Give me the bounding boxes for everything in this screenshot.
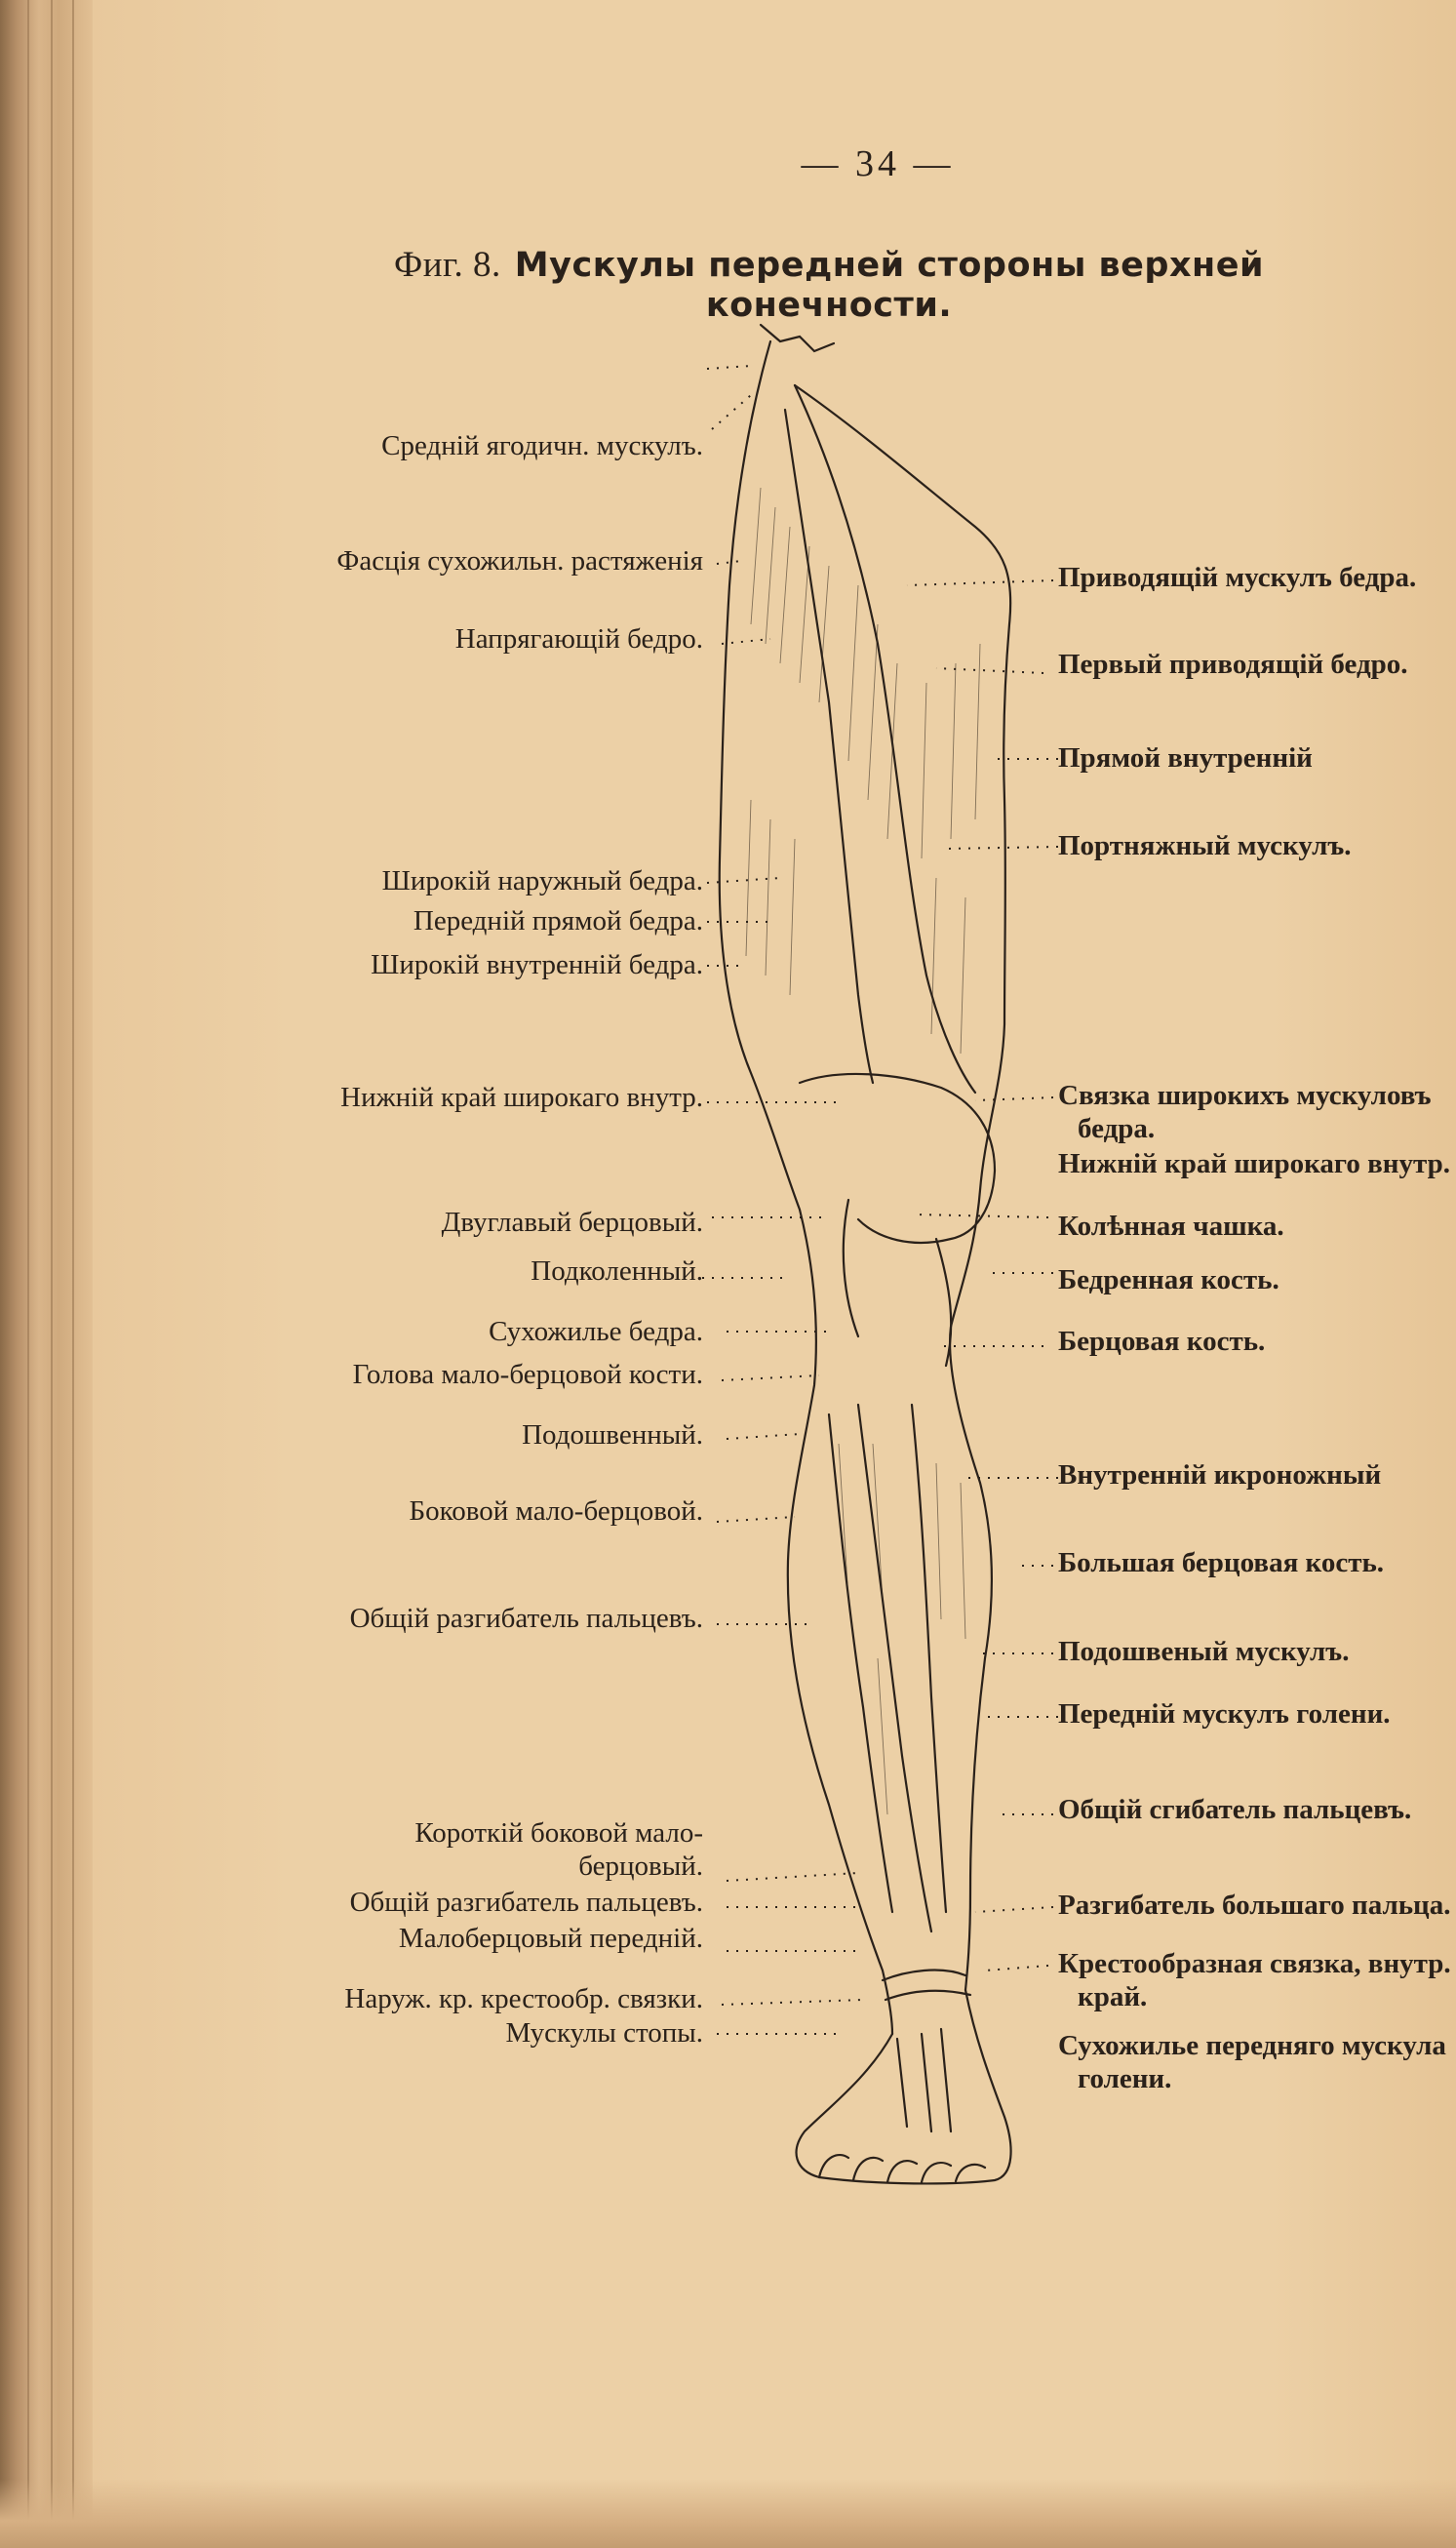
label-first-adductor: Первый приводящій бедро. xyxy=(1058,649,1408,680)
foot-tendons xyxy=(897,2029,951,2131)
label-middle-gluteus: Средній ягодичн. мускулъ. xyxy=(381,430,703,461)
knee-outline xyxy=(800,1074,995,1243)
label-fascia: Фасція сухожильн. растяженія xyxy=(336,545,703,577)
label-peroneus-anterior: Малоберцовый передній. xyxy=(398,1923,703,1954)
label-sartorius: Портняжный мускулъ. xyxy=(1058,830,1352,861)
extensor-digitorum-muscle xyxy=(858,1405,931,1931)
label-cruciate-outer-edge: Наруж. кр. крестообр. связки. xyxy=(344,1983,703,2014)
label-tibia: Берцовая кость. xyxy=(1058,1326,1266,1357)
label-foot-muscles: Мускулы стопы. xyxy=(505,2017,703,2049)
label-lower-edge-left: Нижній край широкаго внутр. xyxy=(340,1082,703,1113)
label-tibialis-tendon: Сухожилье передняго мускула голени. xyxy=(1058,2030,1446,2094)
label-lower-edge-right: Нижній край широкаго внутр. xyxy=(1058,1148,1450,1179)
label-femoral-tendon: Сухожилье бедра. xyxy=(489,1316,703,1347)
label-kneecap: Колѣнная чашка. xyxy=(1058,1211,1284,1242)
rectus-femoris-muscle xyxy=(785,410,873,1083)
label-vastus-lateralis: Широкій наружный бедра. xyxy=(381,865,703,896)
label-biceps: Двуглавый берцовый. xyxy=(441,1207,703,1238)
label-plantaris-right: Подошвеный мускулъ. xyxy=(1058,1636,1350,1667)
muscle-hatching xyxy=(746,488,980,1814)
label-extensor-hallucis: Разгибатель большаго пальца. xyxy=(1058,1890,1451,1921)
tibia-head xyxy=(936,1239,951,1366)
label-flexor-digitorum: Общій сгибатель пальцевъ. xyxy=(1058,1794,1412,1825)
label-extensor-digitorum-1: Общій разгибатель пальцевъ. xyxy=(349,1603,703,1634)
figure-number: Фиг. 8. xyxy=(394,245,501,285)
cruciate-ligament xyxy=(883,1971,970,2000)
label-rectus-femoris: Передній прямой бедра. xyxy=(413,905,703,936)
label-peroneus-brevis: Короткій боковой мало- берцовый. xyxy=(414,1817,703,1882)
patellar-ligament xyxy=(844,1200,858,1336)
label-extensor-digitorum-2: Общій разгибатель пальцевъ. xyxy=(349,1887,703,1918)
label-plantaris-left: Подошвенный. xyxy=(522,1419,703,1451)
sartorius-muscle xyxy=(795,385,975,1093)
label-peroneus-lateral: Боковой мало-берцовой. xyxy=(409,1495,703,1527)
label-gastrocnemius: Внутренній икроножный xyxy=(1058,1459,1382,1491)
label-tensor: Напрягающій бедро. xyxy=(454,623,703,655)
label-vasti-ligament: Связка широкихъ мускуловъ бедра. xyxy=(1058,1080,1432,1144)
label-cruciate-inner-edge: Крестообразная связка, внутр. край. xyxy=(1058,1948,1451,2012)
figure-title: Мускулы передней стороны верхней конечности. xyxy=(514,246,1264,325)
label-fibula-head: Голова мало-берцовой кости. xyxy=(352,1359,703,1390)
label-leader-lines xyxy=(702,366,1058,2034)
label-adductor: Приводящій мускулъ бедра. xyxy=(1058,562,1417,593)
leg-inner-contour xyxy=(795,385,1010,1990)
label-vastus-medialis: Широкій внутренній бедра. xyxy=(371,949,703,980)
label-gracilis: Прямой внутренній xyxy=(1058,742,1313,774)
tibia-bone-edge xyxy=(912,1405,946,1912)
toes xyxy=(819,2155,985,2182)
label-popliteus: Подколенный. xyxy=(531,1255,703,1287)
label-femur: Бедренная кость. xyxy=(1058,1264,1279,1295)
page-number: — 34 — xyxy=(801,143,955,184)
label-tibia-large: Большая берцовая кость. xyxy=(1058,1547,1385,1578)
label-tibialis-anterior: Передній мускулъ голени. xyxy=(1058,1698,1391,1730)
hip-top-outline xyxy=(761,325,834,351)
